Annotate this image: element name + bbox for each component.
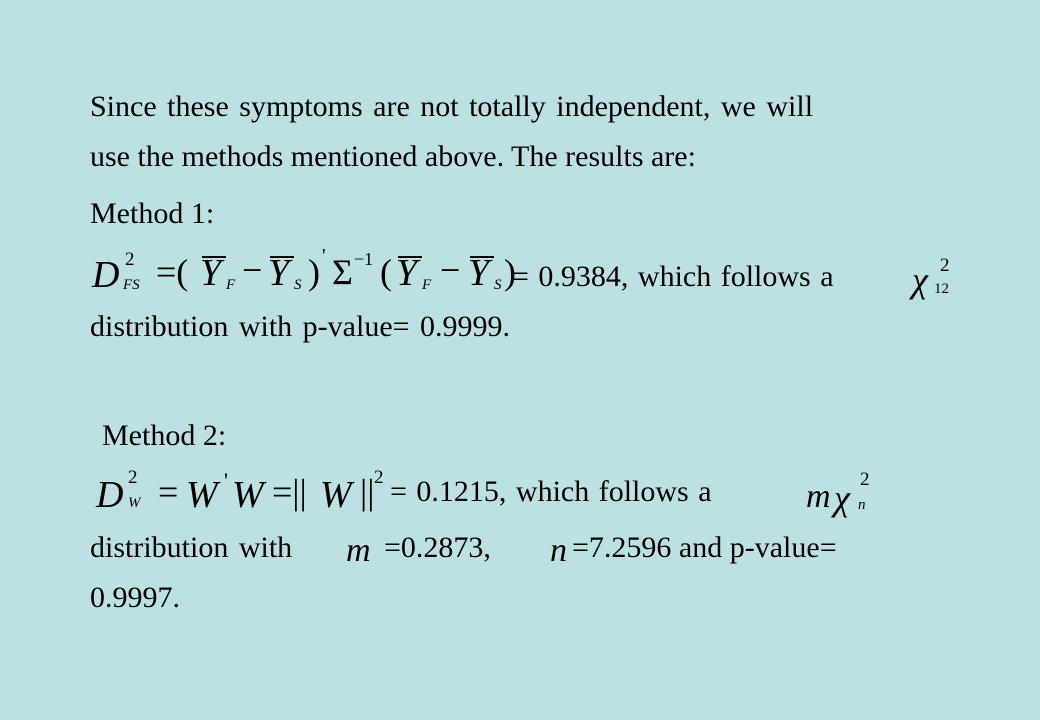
m-symbol: m xyxy=(346,532,371,569)
method1-heading: Method 1: xyxy=(90,197,215,230)
method2-p-value: 0.9997. xyxy=(90,581,180,614)
method2-distribution-label: distribution with xyxy=(90,531,293,564)
method1-formula: D 2 FS =( Y F − Y S ) ' Σ −1 ( Y F − Y S ) xyxy=(92,245,516,296)
method1-distribution-line: distribution with p-value= 0.9999. xyxy=(90,310,511,343)
chi-square-12-symbol: χ 2 12 xyxy=(912,255,950,300)
intro-line-1: Since these symptoms are not totally independent, we will xyxy=(90,90,814,123)
n-symbol: n xyxy=(550,532,567,569)
m-chi-square-n-symbol: m χ 2 n xyxy=(806,469,870,518)
intro-line-2: use the methods mentioned above. The results are: xyxy=(90,140,696,173)
m-value: =0.2873, xyxy=(384,531,491,564)
method2-heading: Method 2: xyxy=(102,419,227,452)
method2-result: = 0.1215, which follows a xyxy=(390,475,712,508)
n-value-and-p-value: =7.2596 and p-value= xyxy=(572,531,837,564)
method1-result: = 0.9384, which follows a xyxy=(512,260,834,293)
method2-formula: D 2 W = W ' W =|| W || 2 xyxy=(96,467,384,516)
